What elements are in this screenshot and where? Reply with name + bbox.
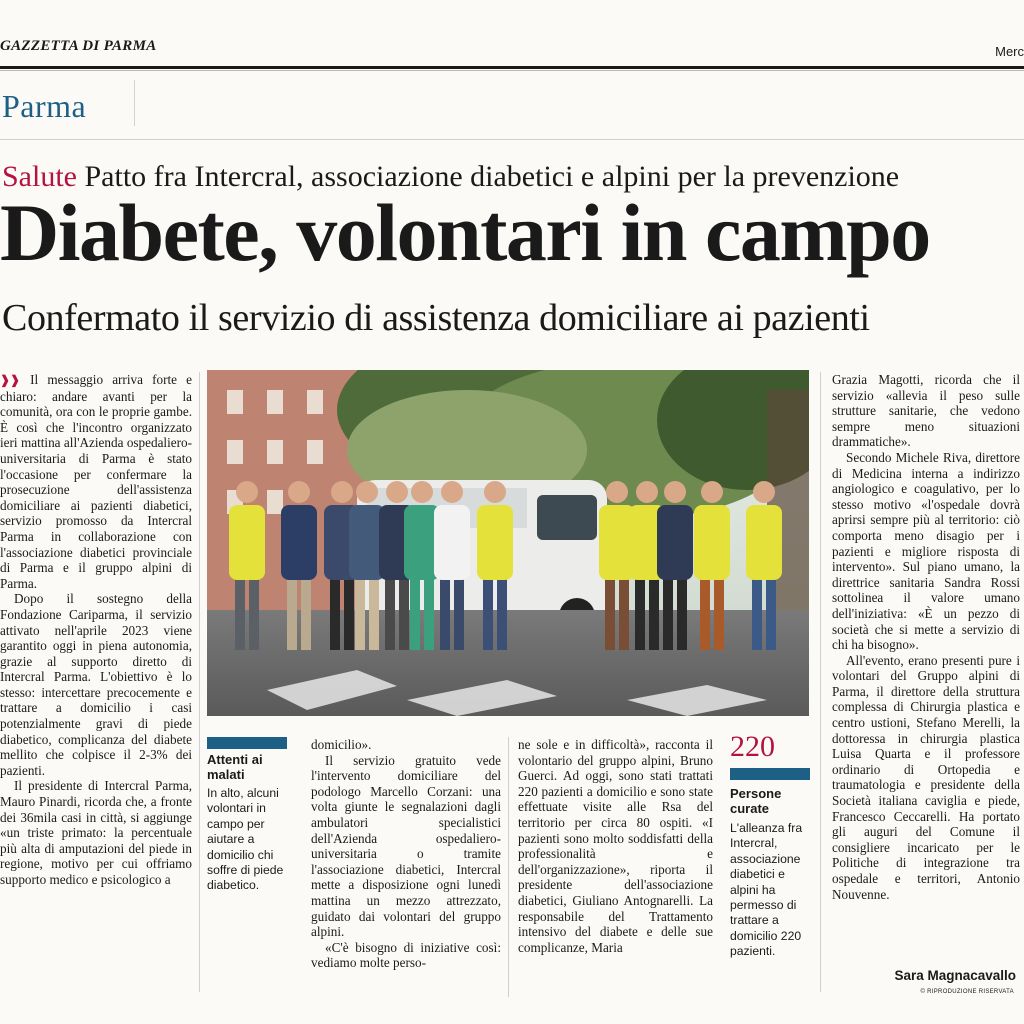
article-paragraph: domicilio». [311, 737, 372, 752]
article-column-1 [0, 372, 192, 1012]
masthead: GAZZETTA DI PARMA [0, 38, 157, 54]
article-paragraph: Il servizio gratuito vede l'intervento domiciliare del podologo Marcello Corzani: una volta giunte le segnalazioni dagli ambulatori specialistici dell'Azienda ospedaliero-universitaria o tramite l'associazione diabetici, Intercral mette a disposizione ogni lunedì mattina un mezzo attrezzato, guidato dai volontari del gruppo alpini. [311, 752, 501, 940]
header-rule [0, 66, 1024, 69]
kicker-label: Salute [2, 160, 77, 193]
article-paragraph: ❱❱ Il messaggio arriva forte e chiaro: andare avanti per la comunità, ora con le proprie gambe. È così che l'incontro organizzato ieri mattina all'Azienda ospedaliero-universitaria di Parma è stato l'occasione per confermare la prosecuzione dell'assistenza domiciliare ai pazienti diabetici, servizio promosso da Intercral Parma in collaborazione con l'associazione diabetici provinciale di Parma e il gruppo alpini di Parma. [0, 372, 192, 591]
article-paragraph: «C'è bisogno di iniziative così: vediamo molte perso- [311, 939, 501, 971]
article-photo [207, 370, 809, 716]
subheadline: Confermato il servizio di assistenza domiciliare ai pazienti [2, 297, 870, 339]
article-paragraph: Dopo il sostegno della Fondazione Cariparma, il servizio attivato nell'aprile 2023 viene garantito oggi in piena autonomia, grazie al supporto diretto di Intercral Parma. L'obiettivo è lo stesso: intercettare precocemente e trattare a domicilio i casi potenzialmente gravi di piede diabetico, complicanza del diabete mellito che colpisce il 2-3% dei pazienti. [0, 591, 192, 778]
section-title: Parma [2, 88, 87, 124]
stat-bar [730, 768, 810, 780]
section-rule [0, 139, 1024, 140]
article-column-2 [311, 737, 501, 997]
article-paragraph: Secondo Michele Riva, direttore di Medicina interna a indirizzo angiologico e coagulativo, per lo stesso motivo «l'ospedale dovrà aprirsi sempre più al territorio: ciò comporta meno disagio per i pazienti e migliore risposta di intervento». Sul piano umano, la direttrice sanitaria Sandra Rossi sottolinea il valore umano dell'iniziativa: «È un pezzo di società che si mette a servizio di chi ha bisogno». [832, 449, 1020, 653]
header-rule-thin [0, 70, 1024, 71]
article-column-3 [518, 737, 713, 997]
article-paragraph: ne sole e in difficoltà», racconta il volontario del gruppo alpini, Bruno Guerci. Ad oggi, sono stati trattati 220 pazienti a domicilio e sono state effettuate visite alle Rsa del territorio per circa 80 ospiti. «I pazienti sono molto soddisfatti della professionalità e dell'organizzazione», riporta il presidente dell'associazione diabetici, Giuliano Antognarelli. La responsabile del Trattamento intensivo del diabete e delle sue complicanze, Maria [518, 737, 713, 955]
article-paragraph: Grazia Magotti, ricorda che il servizio «allevia il peso sulle strutture sanitarie, che vedono sempre meno situazioni drammatiche». [832, 372, 1020, 450]
section-divider [134, 80, 135, 126]
headline: Diabete, volontari in campo [0, 187, 930, 278]
article-paragraph: All'evento, erano presenti pure i volontari del Gruppo alpini di Parma, il direttore della struttura complessa di Chirurgia plastica e centro ustioni, Stefano Merelli, la dottoressa in chirurgia plastica Luisa Quarta e il professore ordinario di Ortopedia e traumatologia e presidente della Società italiana caviglia e piede, Francesco Ceccarelli. Ha portato gli auguri del Comune il consigliere incaricato per le Politiche di integrazione tra ospedale e territori, Antonio Nouvenne. [832, 652, 1020, 902]
column-divider [508, 737, 509, 997]
article-paragraph: Il presidente di Intercral Parma, Mauro Pinardi, ricorda che, a fronte dei 36mila casi in città, si aggiunge «un triste primato: la percentuale più alta di amputazioni del piede in regione, motivo per cui offriamo supporto medico e psicologico a [0, 778, 192, 887]
caption-text: In alto, alcuni volontari in campo per aiutare a domicilio chi soffre di piede diabetico. [207, 786, 284, 893]
caption-bar [207, 737, 287, 749]
quote-mark-icon: ❱❱ [0, 373, 31, 387]
column-divider [820, 372, 821, 992]
byline: Sara Magnacavallo [894, 968, 1016, 983]
issue-date: Merc [995, 44, 1024, 59]
copyright-notice: © RIPRODUZIONE RISERVATA [920, 989, 1014, 995]
caption-title: Attenti ai malati [207, 752, 263, 782]
kicker-text: Patto fra Intercral, associazione diabetici e alpini per la prevenzione [84, 160, 900, 193]
column-divider [199, 372, 200, 992]
stat-title: Persone curate [730, 786, 782, 816]
stat-text: L'alleanza fra Intercral, associazione diabetici e alpini ha permesso di trattare a domicilio 220 pazienti. [730, 821, 803, 959]
stat-number: 220 [730, 730, 775, 763]
article-column-4 [832, 372, 1020, 984]
